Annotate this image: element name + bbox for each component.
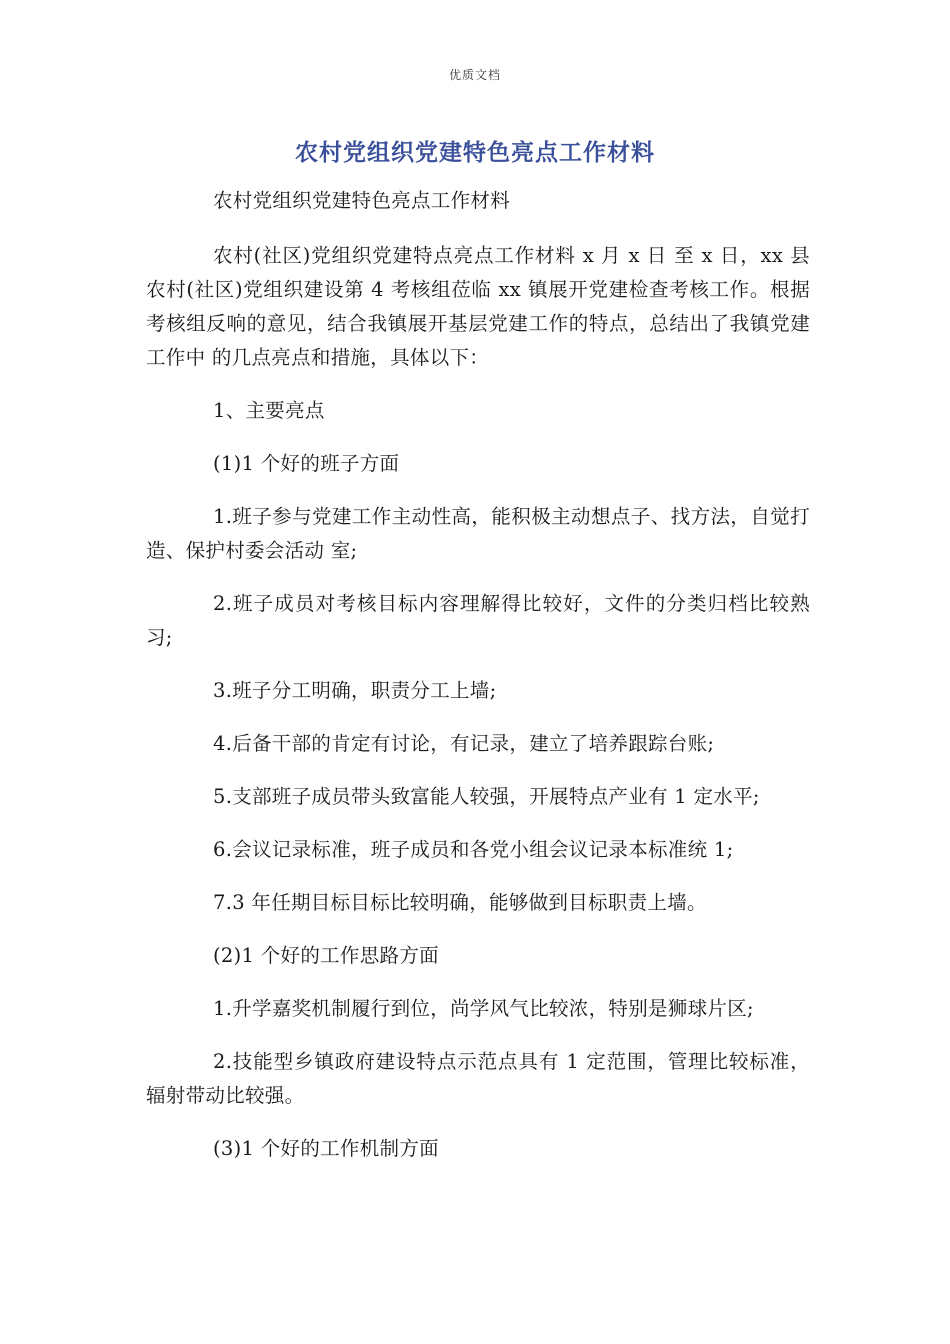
list-item: 2.技能型乡镇政府建设特点示范点具有 1 定范围，管理比较标准，辐射带动比较强。 (146, 1050, 810, 1107)
subsection-heading: (3)1 个好的工作机制方面 (213, 1137, 439, 1160)
list-item: 5.支部班子成员带头致富能人较强，开展特点产业有 1 定水平; (213, 785, 760, 808)
intro-paragraph: 农村(社区)党组织党建特点亮点工作材料 x 月 x 日 至 x 日，xx 县农村(社区)党组织建设第 4 考核组莅临 xx 镇展开党建检查考核工作。根据考核组反响的意见，结合我镇展开基层党建工作的特点，总结出了我镇党建工作中 的几点亮点和措施，具体以下： (146, 244, 810, 369)
page-header: 优质文档 (448, 68, 501, 82)
subsection-heading: (1)1 个好的班子方面 (213, 452, 400, 475)
list-item: 2.班子成员对考核目标内容理解得比较好，文件的分类归档比较熟习; (146, 592, 810, 649)
document-title: 农村党组织党建特色亮点工作材料 (295, 140, 655, 166)
section-heading: 1、主要亮点 (213, 399, 325, 422)
list-item: 1.升学嘉奖机制履行到位，尚学风气比较浓，特别是狮球片区; (213, 997, 754, 1020)
list-item: 7.3 年任期目标目标比较明确，能够做到目标职责上墙。 (213, 891, 707, 914)
subtitle-paragraph: 农村党组织党建特色亮点工作材料 (213, 189, 511, 212)
list-item: 3.班子分工明确，职责分工上墙; (213, 679, 497, 702)
list-item: 4.后备干部的肯定有讨论，有记录，建立了培养跟踪台账; (213, 732, 715, 755)
list-item: 6.会议记录标准，班子成员和各党小组会议记录本标准统 1; (213, 838, 734, 861)
list-item: 1.班子参与党建工作主动性高，能积极主动想点子、找方法，自觉打造、保护村委会活动 室; (146, 505, 810, 562)
subsection-heading: (2)1 个好的工作思路方面 (213, 944, 439, 967)
document-body (146, 184, 810, 1185)
